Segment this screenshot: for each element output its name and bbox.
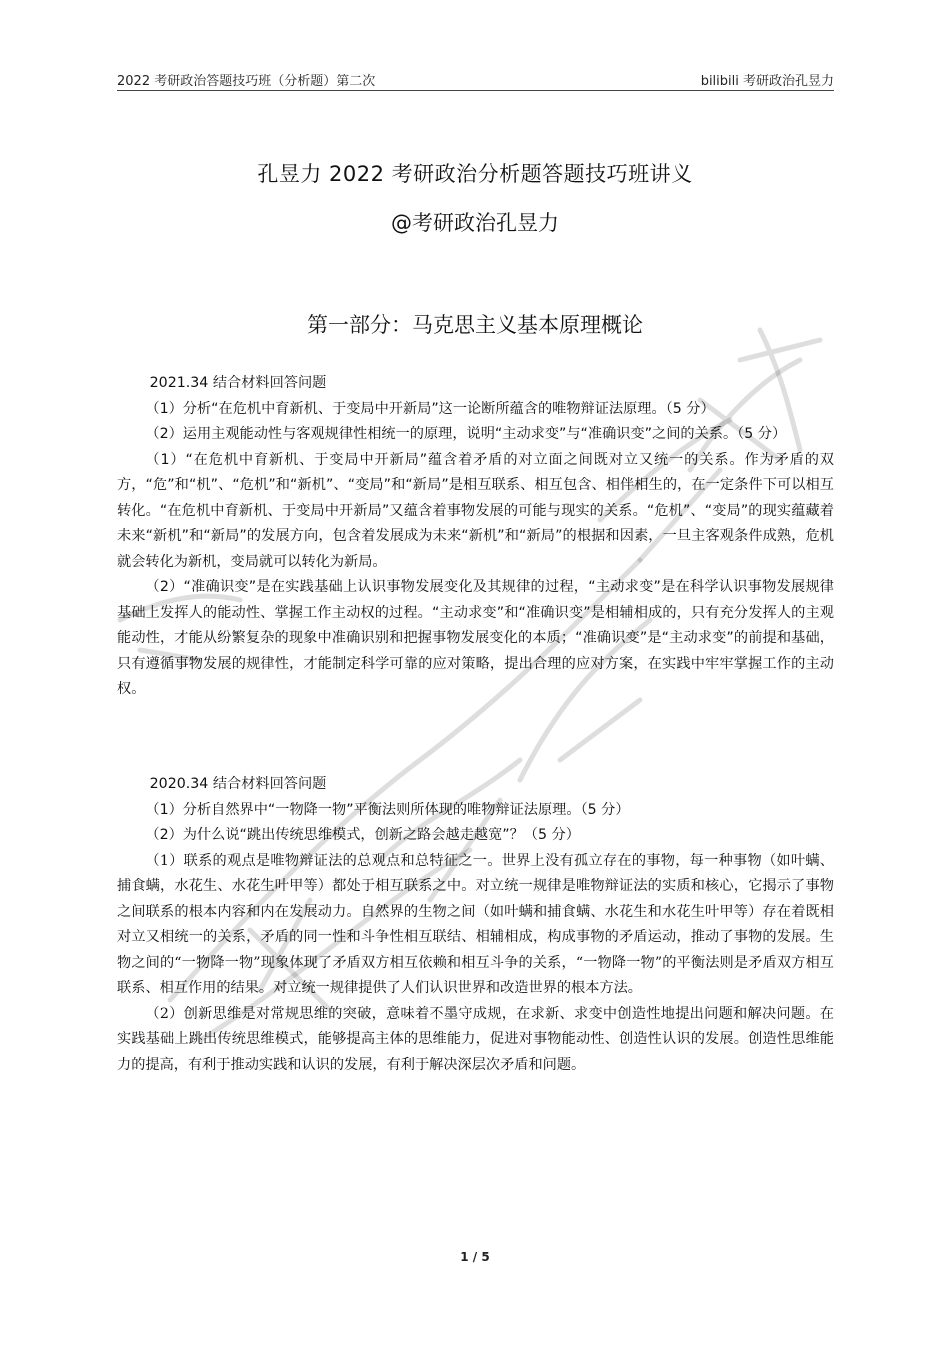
- answer-2: （2）创新思维是对常规思维的突破，意味着不墨守成规，在求新、求变中创造性地提出问题和解决问题。在实践基础上跳出传统思维模式，能够提高主体的思维能力，促进对事物能动性、创造性认识的发展。创造性思维能力的提高，有利于推动实践和认识的发展，有利于解决深层次矛盾和问题。: [117, 1005, 834, 1073]
- question-1: （1）分析“在危机中育新机、于变局中开新局”这一论断所蕴含的唯物辩证法原理。（5 分）: [145, 400, 715, 417]
- question-2: （2）为什么说“跳出传统思维模式，创新之路会越走越宽”？（5 分）: [145, 827, 580, 843]
- section-2020: [117, 772, 834, 1078]
- question-heading: 2021.34 结合材料回答问题: [149, 375, 327, 391]
- answer-1: （1）“在危机中育新机、于变局中开新局”蕴含着矛盾的对立面之间既对立又统一的关系。作为矛盾的双方，“危”和“机”、“危机”和“新机”、“变局”和“新局”是相互联系、相互包含、相伴相生的，在一定条件下可以相互转化。“在危机中育新机、于变局中开新局”又蕴含着事物发展的可能与现实的关系。“危机”、“变局”的现实蕴藏着未来“新机”和“新局”的发展方向，包含着发展成为未来“新机”和“新局”的根据和因素，一旦主客观条件成熟，危机就会转化为新机，变局就可以转化为新局。: [117, 451, 834, 570]
- page-header: [117, 68, 834, 91]
- question-heading: 2020.34 结合材料回答问题: [149, 776, 327, 792]
- answer-1: （1）联系的观点是唯物辩证法的总观点和总特征之一。世界上没有孤立存在的事物，每一种事物（如叶螨、捕食螨，水花生、水花生叶甲等）都处于相互联系之中。对立统一规律是唯物辩证法的实质和核心，它揭示了事物之间联系的根本内容和内在发展动力。自然界的生物之间（如叶螨和捕食螨、水花生和水花生叶甲等）存在着既相对立又相统一的关系，矛盾的同一性和斗争性相互联结、相辅相成，构成事物的矛盾运动，推动了事物的发展。生物之间的“一物降一物”现象体现了矛盾双方相互依赖和相互斗争的关系，“一物降一物”的平衡法则是矛盾双方相互联系、相互作用的结果。对立统一规律提供了人们认识世界和改造世界的根本方法。: [117, 852, 834, 996]
- document-title: 孔昱力 2022 考研政治分析题答题技巧班讲义: [257, 162, 693, 186]
- question-2: （2）运用主观能动性与客观规律性相统一的原理，说明“主动求变”与“准确识变”之间的关系。（5 分）: [145, 426, 787, 442]
- section-2021: [117, 371, 834, 703]
- header-author: bilibili 考研政治孔昱力: [700, 74, 834, 89]
- header-course-title: 2022 考研政治答题技巧班（分析题）第二次: [117, 74, 376, 89]
- answer-2: （2）“准确识变”是在实践基础上认识事物发展变化及其规律的过程，“主动求变”是在科学认识事物发展规律基础上发挥人的能动性、掌握工作主动权的过程。“主动求变”和“准确识变”是相辅相成的，只有充分发挥人的主观能动性，才能从纷繁复杂的现象中准确识别和把握事物发展变化的本质；“准确识变”是“主动求变”的前提和基础，只有遵循事物发展的规律性，才能制定科学可靠的应对策略，提出合理的应对方案，在实践中牢牢掌握工作的主动权。: [117, 579, 834, 697]
- part-title: 第一部分：马克思主义基本原理概论: [307, 313, 643, 337]
- page-number: 1 / 5: [460, 1250, 490, 1264]
- document-subtitle: @考研政治孔昱力: [391, 211, 559, 235]
- question-1: （1）分析自然界中“一物降一物”平衡法则所体现的唯物辩证法原理。（5 分）: [145, 801, 630, 818]
